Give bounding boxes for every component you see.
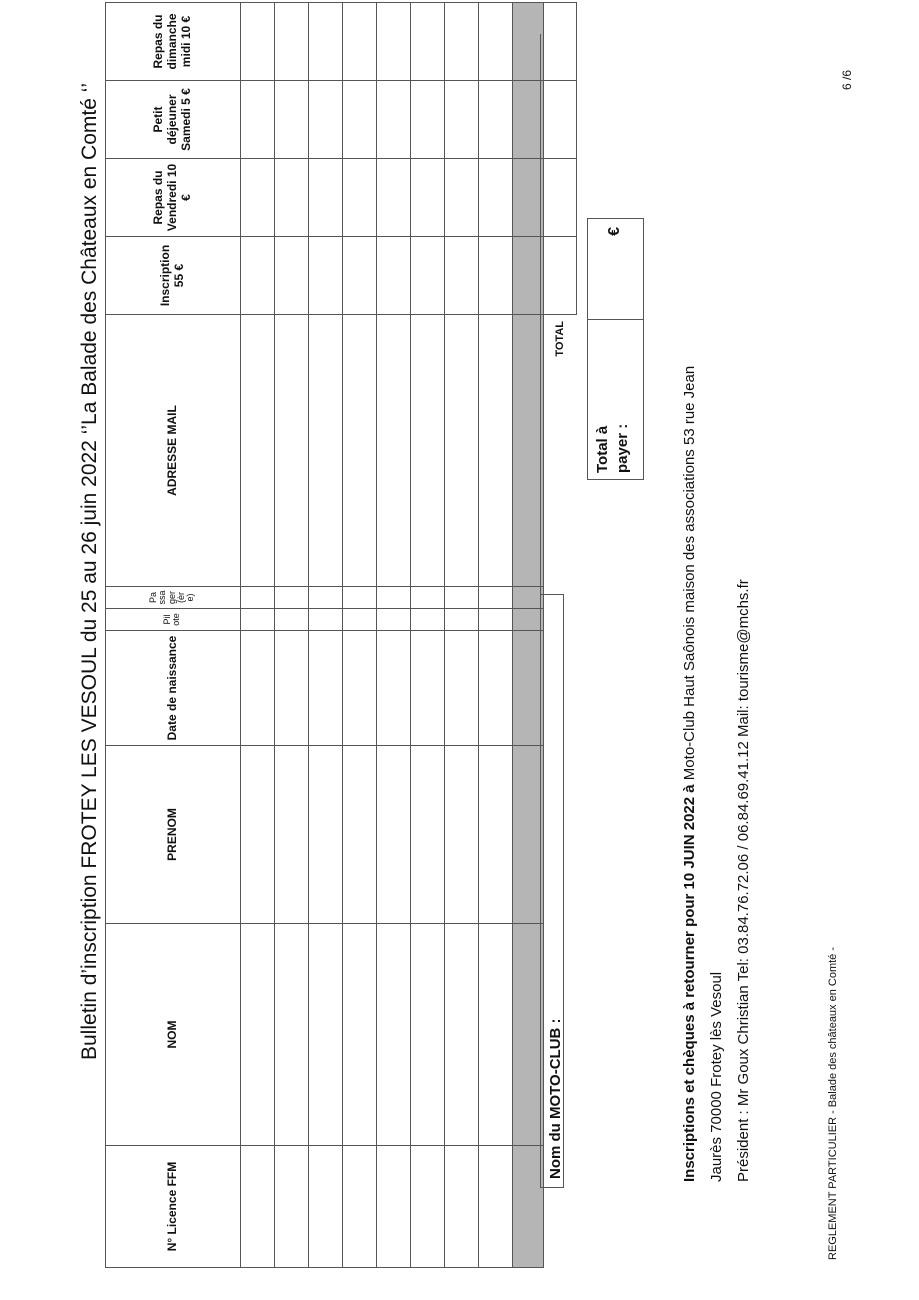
table-cell[interactable] xyxy=(445,587,479,609)
table-cell[interactable] xyxy=(479,609,513,631)
page-number: 6 /6 xyxy=(840,69,854,90)
table-cell[interactable] xyxy=(241,746,275,924)
table-row xyxy=(479,3,513,1268)
moto-club-label: Nom du MOTO-CLUB : xyxy=(547,1018,564,1179)
table-cell[interactable] xyxy=(411,3,445,81)
table-cell[interactable] xyxy=(411,237,445,315)
table-cell[interactable] xyxy=(479,1146,513,1268)
table-cell[interactable] xyxy=(275,587,309,609)
table-cell[interactable] xyxy=(411,159,445,237)
title-prefix: Bulletin d’inscription xyxy=(78,868,101,1060)
table-cell[interactable] xyxy=(479,159,513,237)
title-main: FROTEY LES VESOUL du 25 au 26 juin 2022 ‘’La Balade des Châteaux en Comté ‘’ xyxy=(78,82,101,869)
table-cell[interactable] xyxy=(377,315,411,587)
table-cell[interactable] xyxy=(479,587,513,609)
header-repas-dimanche: Repas du dimanche midi 10 € xyxy=(106,3,241,81)
table-cell[interactable] xyxy=(343,159,377,237)
table-cell[interactable] xyxy=(479,631,513,746)
table-cell[interactable] xyxy=(241,237,275,315)
table-cell[interactable] xyxy=(275,924,309,1146)
table-row xyxy=(377,3,411,1268)
table-cell[interactable] xyxy=(241,609,275,631)
table-cell[interactable] xyxy=(275,3,309,81)
table-cell[interactable] xyxy=(309,609,343,631)
header-date-naissance: Date de naissance xyxy=(106,631,241,746)
table-cell[interactable] xyxy=(275,237,309,315)
table-cell[interactable] xyxy=(411,315,445,587)
header-licence: N° Licence FFM xyxy=(106,1146,241,1268)
currency-symbol: € xyxy=(606,227,623,236)
shaded-row xyxy=(513,3,544,1268)
table-cell[interactable] xyxy=(275,1146,309,1268)
table-cell[interactable] xyxy=(241,587,275,609)
table-cell[interactable] xyxy=(309,3,343,81)
table-cell[interactable] xyxy=(445,1146,479,1268)
table-row xyxy=(275,3,309,1268)
table-cell[interactable] xyxy=(445,237,479,315)
table-cell[interactable] xyxy=(445,746,479,924)
table-cell[interactable] xyxy=(377,1146,411,1268)
table-cell[interactable] xyxy=(377,587,411,609)
table-cell[interactable] xyxy=(479,237,513,315)
table-cell[interactable] xyxy=(445,81,479,159)
address-line1: Moto-Club Haut Saônois maison des associations 53 rue Jean xyxy=(681,365,698,785)
table-cell[interactable] xyxy=(309,746,343,924)
table-cell[interactable] xyxy=(445,159,479,237)
table-cell[interactable] xyxy=(241,315,275,587)
header-prenom: PRENOM xyxy=(106,746,241,924)
total-repas-dimanche[interactable] xyxy=(544,3,577,81)
table-row xyxy=(241,3,275,1268)
table-cell[interactable] xyxy=(377,924,411,1146)
header-pilote: Pilote xyxy=(106,609,241,631)
table-header-row xyxy=(106,3,241,1268)
table-cell[interactable] xyxy=(309,315,343,587)
table-cell[interactable] xyxy=(309,237,343,315)
return-instructions xyxy=(676,2,757,1182)
form-title xyxy=(78,0,102,1060)
header-petit-dejeuner: Petit déjeuner Samedi 5 € xyxy=(106,81,241,159)
contact-line: Président : Mr Goux Christian Tel: 03.84.76.72.06 / 06.84.69.41.12 Mail: tourisme@mchs.fr xyxy=(735,579,752,1182)
table-cell[interactable] xyxy=(241,159,275,237)
table-cell[interactable] xyxy=(275,631,309,746)
table-cell[interactable] xyxy=(377,159,411,237)
table-cell[interactable] xyxy=(411,746,445,924)
header-inscription: Inscription 55 € xyxy=(106,237,241,315)
table-row xyxy=(411,3,445,1268)
table-cell[interactable] xyxy=(241,1146,275,1268)
table-cell[interactable] xyxy=(309,159,343,237)
table-cell[interactable] xyxy=(411,609,445,631)
moto-club-line xyxy=(540,34,541,594)
table-cell[interactable] xyxy=(411,1146,445,1268)
table-cell[interactable] xyxy=(343,81,377,159)
table-cell[interactable] xyxy=(275,315,309,587)
table-cell[interactable] xyxy=(445,924,479,1146)
table-cell[interactable] xyxy=(275,81,309,159)
table-cell[interactable] xyxy=(309,924,343,1146)
table-cell[interactable] xyxy=(411,924,445,1146)
table-cell[interactable] xyxy=(479,315,513,587)
table-cell[interactable] xyxy=(377,237,411,315)
table-cell[interactable] xyxy=(377,81,411,159)
table-cell[interactable] xyxy=(275,746,309,924)
table-row xyxy=(445,3,479,1268)
moto-club-field[interactable] xyxy=(540,594,564,1188)
table-cell[interactable] xyxy=(241,81,275,159)
registration-table xyxy=(105,2,577,1268)
header-adresse-mail: ADRESSE MAIL xyxy=(106,315,241,587)
table-cell[interactable] xyxy=(343,3,377,81)
header-passager: Passager (ère) xyxy=(106,587,241,609)
table-cell[interactable] xyxy=(343,237,377,315)
address-line2: Jaurès 70000 Frotey lès Vesoul xyxy=(708,971,725,1182)
table-cell[interactable] xyxy=(343,924,377,1146)
table-cell[interactable] xyxy=(479,924,513,1146)
table-cell[interactable] xyxy=(343,746,377,924)
table-cell[interactable] xyxy=(377,609,411,631)
table-cell[interactable] xyxy=(309,631,343,746)
table-cell[interactable] xyxy=(275,609,309,631)
table-cell[interactable] xyxy=(343,609,377,631)
table-cell[interactable] xyxy=(445,609,479,631)
total-label: TOTAL xyxy=(544,315,577,587)
table-cell[interactable] xyxy=(479,3,513,81)
table-cell[interactable] xyxy=(377,3,411,81)
total-repas-vendredi[interactable] xyxy=(544,159,577,237)
table-cell[interactable] xyxy=(411,81,445,159)
table-cell[interactable] xyxy=(445,315,479,587)
table-cell[interactable] xyxy=(309,81,343,159)
table-cell[interactable] xyxy=(343,315,377,587)
table-cell[interactable] xyxy=(445,631,479,746)
deadline-text: Inscriptions et chèques à retourner pour 10 JUIN 2022 à xyxy=(681,784,698,1182)
table-cell[interactable] xyxy=(479,746,513,924)
table-cell[interactable] xyxy=(343,631,377,746)
header-repas-vendredi: Repas du Vendredi 10 € xyxy=(106,159,241,237)
table-row xyxy=(309,3,343,1268)
table-cell[interactable] xyxy=(275,159,309,237)
table-cell[interactable] xyxy=(241,3,275,81)
table-cell[interactable] xyxy=(343,587,377,609)
table-cell[interactable] xyxy=(309,1146,343,1268)
table-cell[interactable] xyxy=(241,631,275,746)
table-row xyxy=(343,3,377,1268)
table-cell[interactable] xyxy=(241,924,275,1146)
total-inscription[interactable] xyxy=(544,237,577,315)
table-cell[interactable] xyxy=(377,746,411,924)
total-payer-box xyxy=(587,218,644,480)
table-cell[interactable] xyxy=(411,587,445,609)
table-cell[interactable] xyxy=(445,3,479,81)
table-cell[interactable] xyxy=(479,81,513,159)
header-nom: NOM xyxy=(106,924,241,1146)
total-payer-label: Total à payer : xyxy=(588,319,643,479)
table-cell[interactable] xyxy=(377,631,411,746)
footer-text: REGLEMENT PARTICULIER - Balade des châteaux en Comté - xyxy=(827,946,839,1260)
table-cell[interactable] xyxy=(343,1146,377,1268)
table-cell[interactable] xyxy=(309,587,343,609)
table-cell[interactable] xyxy=(411,631,445,746)
total-petit-dejeuner[interactable] xyxy=(544,81,577,159)
